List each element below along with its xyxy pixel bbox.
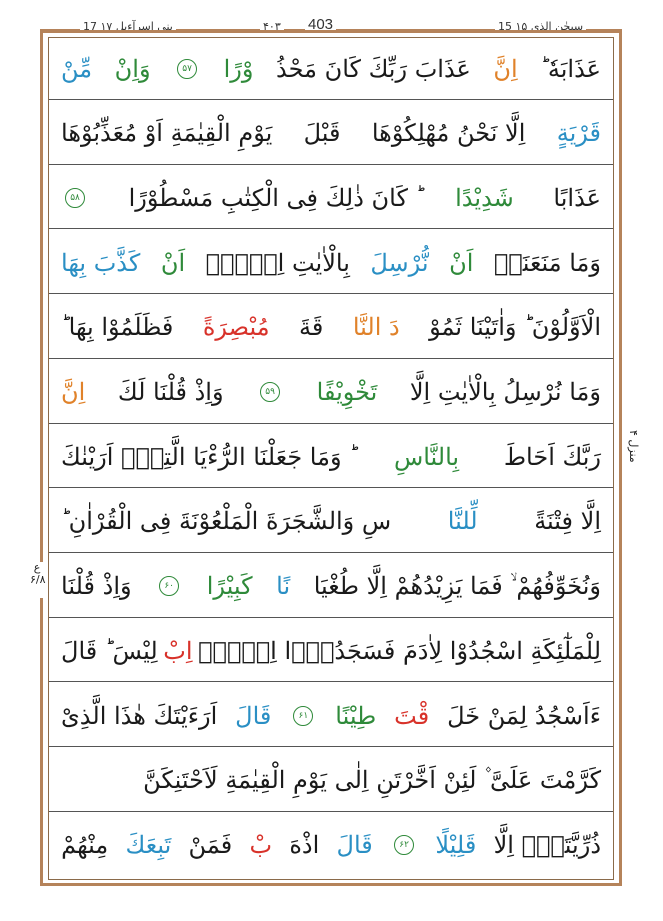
text-segment: مُبْصِرَةً xyxy=(202,313,270,342)
header-left-juz: 17 بنی اسرآءیل ۱۷ xyxy=(80,20,176,34)
text-segment: دَ النَّا xyxy=(352,313,400,342)
text-line xyxy=(49,750,613,812)
text-segment: عَذَابَهٗ ؕ xyxy=(540,54,601,83)
text-segment: اِنَّ xyxy=(61,378,86,406)
text-segment: مِنْهُمْ xyxy=(61,831,109,860)
text-segment: كَبِيْرًا xyxy=(206,572,253,601)
text-line xyxy=(49,491,613,553)
text-segment: اِنَّ xyxy=(493,54,518,83)
text-segment: لِيْسَ ؕ قَالَ xyxy=(61,636,158,665)
text-segment: تَخْوِيْفًا xyxy=(316,378,378,406)
text-segment: رَبَّكَ اَحَاطَ xyxy=(503,442,601,471)
text-segment: قْتَ xyxy=(394,701,430,730)
text-segment: كَذَّبَ بِهَا xyxy=(61,248,141,277)
text-segment: قَبْلَ xyxy=(303,119,341,148)
text-segment: قَالَ xyxy=(336,831,373,860)
text-frame xyxy=(48,37,614,880)
text-segment: قَلِيْلًا xyxy=(435,831,477,860)
text-segment: الْاَوَّلُوْنَ ؕ وَاٰتَيْنَا ثَمُوْ xyxy=(429,313,601,342)
text-segment: فَظَلَمُوْا بِهَا ؕ xyxy=(61,313,174,342)
ayah-number-marker: ۵۹ xyxy=(260,382,280,402)
text-line xyxy=(49,556,613,618)
text-line xyxy=(49,426,613,488)
text-segment: اذْهَ xyxy=(289,831,320,860)
ayah-number-marker: ۶۰ xyxy=(159,576,179,596)
text-segment: فَمَنْ xyxy=(188,831,233,860)
text-segment: ذُرِّيَّتَهٗۤ اِلَّا xyxy=(493,831,601,860)
ayah-number-marker: ۶۱ xyxy=(293,706,313,726)
text-segment: ءَاَسْجُدُ لِمَنْ خَلَ xyxy=(447,701,601,730)
text-segment: سِ وَالشَّجَرَةَ الْمَلْعُوْنَةَ فِى الْقُرْاٰنِ ؕ xyxy=(61,507,392,536)
text-segment: وَنُخَوِّفُهُمْ ۙ فَمَا يَزِيْدُهُمْ اِلَّا طُغْيَا xyxy=(313,572,601,601)
text-segment: اَنْ xyxy=(160,248,186,277)
text-segment: عَذَابَ رَبِّكَ كَانَ مَحْذُ xyxy=(276,54,471,83)
text-segment: يَوْمِ الْقِيٰمَةِ اَوْ مُعَذِّبُوْهَا xyxy=(61,119,273,148)
text-line xyxy=(49,297,613,359)
text-segment: وَاِنْ xyxy=(114,54,151,83)
text-line xyxy=(49,362,613,424)
text-segment: نًا xyxy=(276,572,291,601)
manzil-marker: منزل ۴ xyxy=(627,430,640,463)
text-segment: قَالَ xyxy=(235,701,272,730)
text-segment: اَرَءَيْتَكَ هٰذَا الَّذِىْ xyxy=(61,701,218,730)
ruku-marker: ع ۶/۸ xyxy=(30,562,44,598)
text-segment: اِبْ xyxy=(163,636,193,665)
text-segment: وَاِذْ قُلْنَا لَكَ xyxy=(117,378,224,406)
ayah-number-marker: ۵۸ xyxy=(65,188,85,208)
text-segment: اِلَّا فِتْنَةً xyxy=(534,507,601,536)
text-segment: شَدِيْدًا xyxy=(455,183,514,212)
ayah-number-marker: ۵۷ xyxy=(177,59,197,79)
text-segment: وَمَا مَنَعَنَاۤ xyxy=(493,248,601,277)
text-segment: ؕ كَانَ ذٰلِكَ فِى الْكِتٰبِ مَسْطُوْرًا xyxy=(128,183,416,212)
text-segment: قَةَ xyxy=(299,313,324,342)
text-segment: لِلْمَلٰٓئِكَةِ اسْجُدُوْا لِاٰدَمَ فَسَجَدُوْۤا اِلَّاۤ xyxy=(198,636,601,665)
header-right-juz: 15 سبحٰن الذی ۱۵ xyxy=(495,20,586,34)
header-arabic-page-number: ۴۰۳ xyxy=(260,20,284,34)
text-line xyxy=(49,620,613,682)
text-line xyxy=(49,232,613,294)
text-line xyxy=(49,103,613,165)
text-segment: طِيْنًا xyxy=(335,701,377,730)
text-segment: تَبِعَكَ xyxy=(125,831,172,860)
text-segment: وْرًا xyxy=(223,54,254,83)
text-line xyxy=(49,38,613,100)
text-line xyxy=(49,685,613,747)
text-line xyxy=(49,167,613,229)
text-segment: بِالْاٰيٰتِ اِلَّاۤ xyxy=(205,248,350,277)
text-segment: قَرْيَةٍ xyxy=(556,119,601,148)
text-segment: وَاِذْ قُلْنَا xyxy=(61,572,132,601)
text-segment: لِّلنَّا xyxy=(447,507,478,536)
text-segment: ؕ وَمَا جَعَلْنَا الرُّءْيَا الَّتِىْۤ اَرَيْنٰكَ xyxy=(61,442,350,471)
text-segment: بْ xyxy=(249,831,273,860)
header-page-number: 403 xyxy=(305,18,336,32)
text-segment: وَمَا نُرْسِلُ بِالْاٰيٰتِ اِلَّا xyxy=(409,378,601,406)
text-segment: اَنْ xyxy=(449,248,474,277)
text-segment: مِّنْ xyxy=(61,54,93,83)
text-segment: بِالنَّاسِ xyxy=(393,442,460,471)
text-segment: اِلَّا نَحْنُ مُهْلِكُوْهَا xyxy=(371,119,526,148)
text-segment: نُّرْسِلَ xyxy=(370,248,429,277)
text-segment: كَرَّمْتَ عَلَىَّ ۫ لَئِنْ اَخَّرْتَنِ اِلٰى يَوْمِ الْقِيٰمَةِ لَاَحْتَنِكَنَّ xyxy=(143,766,601,795)
text-segment: عَذَابًا xyxy=(553,183,601,212)
text-line xyxy=(49,814,613,876)
ayah-number-marker: ۶۲ xyxy=(394,835,414,855)
